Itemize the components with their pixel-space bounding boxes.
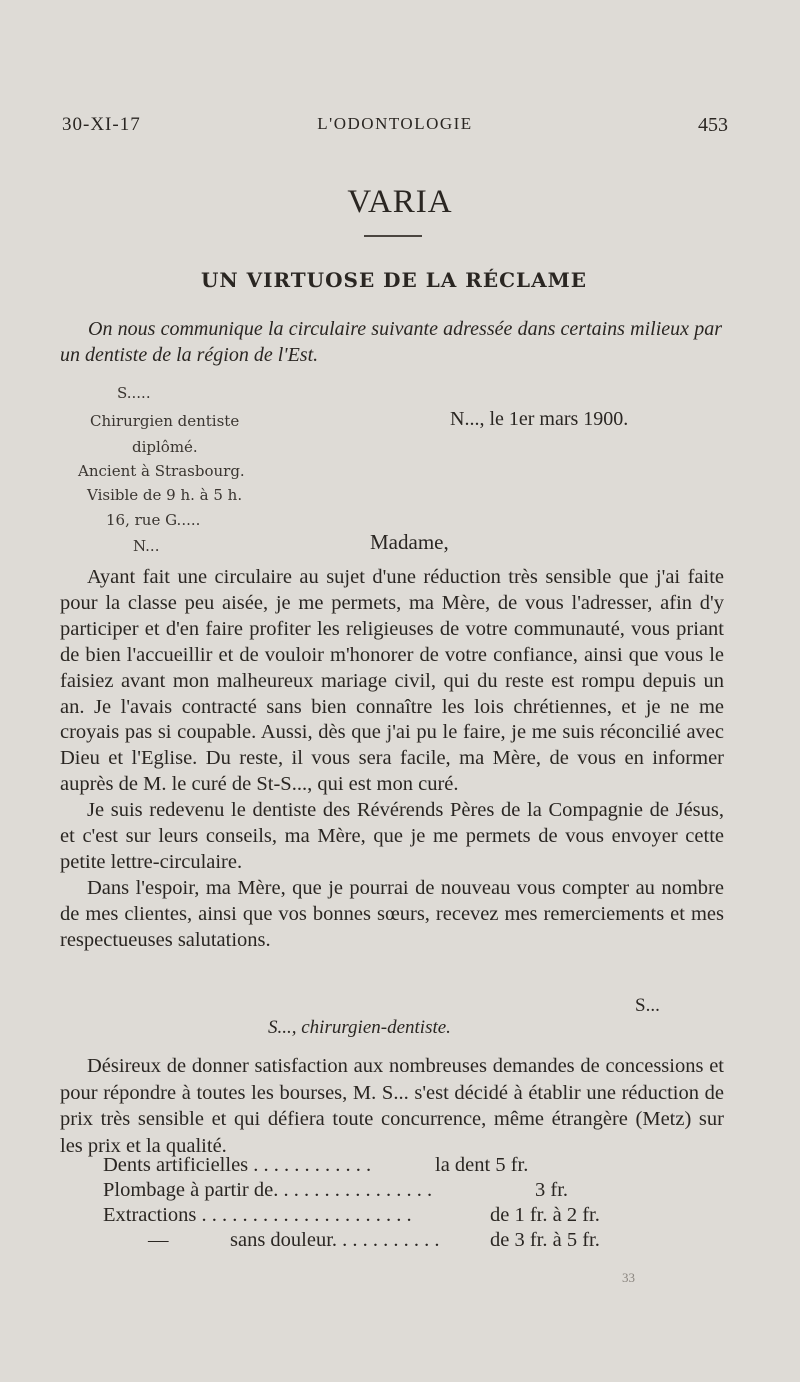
price-value: de 1 fr. à 2 fr.: [490, 1204, 600, 1226]
sender-diploma: diplômé.: [132, 438, 198, 456]
printer-signature-mark: 33: [622, 1270, 635, 1285]
price-row: [60, 1229, 740, 1255]
running-head: [62, 114, 728, 144]
letter-date: N..., le 1er mars 1900.: [450, 408, 629, 430]
salutation: Madame,: [370, 530, 449, 554]
sender-former: Ancient à Strasbourg.: [78, 462, 245, 480]
price-row: [60, 1204, 740, 1230]
signature-full: S..., chirurgien-dentiste.: [268, 1017, 451, 1038]
sender-profession: Chirurgien dentiste: [90, 412, 240, 430]
sender-hours: Visible de 9 h. à 5 h.: [87, 486, 243, 504]
price-row: [60, 1179, 740, 1205]
intro-paragraph: On nous communique la circulaire suivante adressée dans certains milieux par un dentiste de la région de l'Est.: [60, 318, 722, 366]
issue-date: 30-XI-17: [62, 114, 141, 135]
price-value: la dent 5 fr.: [435, 1154, 529, 1176]
price-item: Dents artificielles: [103, 1154, 249, 1176]
price-value: de 3 fr. à 5 fr.: [490, 1229, 600, 1251]
price-dash: —: [148, 1229, 169, 1251]
title-rule: [364, 235, 422, 237]
letter-body: [60, 565, 724, 954]
sender-city: N...: [133, 537, 160, 555]
price-item: Plombage à partir de: [103, 1179, 274, 1201]
advertisement-body: [60, 1053, 724, 1159]
ad-paragraph: Désireux de donner satisfaction aux nombreuses demandes de concessions et pour répondre à toutes les bourses, M. S... s'est décidé à établir une réduction de prix très sensible et qui défiera toute concurrence, même étrangère (Metz) sur les prix et la qualité.: [60, 1055, 724, 1157]
letter-paragraph: Je suis redevenu le dentiste des Révérends Pères de la Compagnie de Jésus, et c'est sur leurs conseils, ma Mère, que je me permets de vous envoyer cette petite lettre-circulaire.: [60, 799, 724, 873]
sender-address: 16, rue G.....: [106, 511, 201, 529]
article-title: UN VIRTUOSE DE LA RÉCLAME: [200, 268, 588, 292]
price-row: [60, 1154, 740, 1180]
price-item: Extractions: [103, 1204, 197, 1226]
signature-short: S...: [635, 995, 660, 1016]
price-leader: . . . . . . . . . . . . . . . . . . . . .: [196, 1204, 412, 1226]
price-leader: . . . . . . . . . . .: [331, 1229, 440, 1251]
price-leader: . . . . . . . . . . . . . . . .: [273, 1179, 433, 1201]
sender-name: S.....: [117, 384, 151, 402]
section-title: VARIA: [347, 184, 453, 220]
price-leader: . . . . . . . . . . . .: [248, 1154, 372, 1176]
price-value: 3 fr.: [535, 1179, 569, 1201]
price-item: sans douleur: [230, 1229, 332, 1251]
journal-title: L'ODONTOLOGIE: [317, 114, 473, 133]
letter-paragraph: Ayant fait une circulaire au sujet d'une réduction très sensible que j'ai faite pour la classe peu aisée, je me permets, ma Mère, de vous l'adresser, afin d'y participer et d'en faire profiter les religieuses de votre communauté, vous priant de bien l'accueillir et de vouloir m'honorer de votre confiance, ainsi que vous le faisiez avant mon malheureux mariage civil, qui du reste est rompu depuis un an. Je l'avais contracté sans bien connaître les lois chrétiennes, et je ne me croyais pas si coupable. Aussi, dès que j'ai pu le faire, je me suis réconcilié avec Dieu et l'Eglise. Du reste, il vous sera facile, ma Mère, de vous en informer auprès de M. le curé de St-S..., qui est mon curé.: [60, 566, 724, 796]
letter-paragraph: Dans l'espoir, ma Mère, que je pourrai de nouveau vous compter au nombre de mes clientes, ainsi que vos bonnes sœurs, recevez mes remerciements et mes respectueuses salutations.: [60, 876, 724, 951]
page-number: 453: [698, 114, 728, 136]
